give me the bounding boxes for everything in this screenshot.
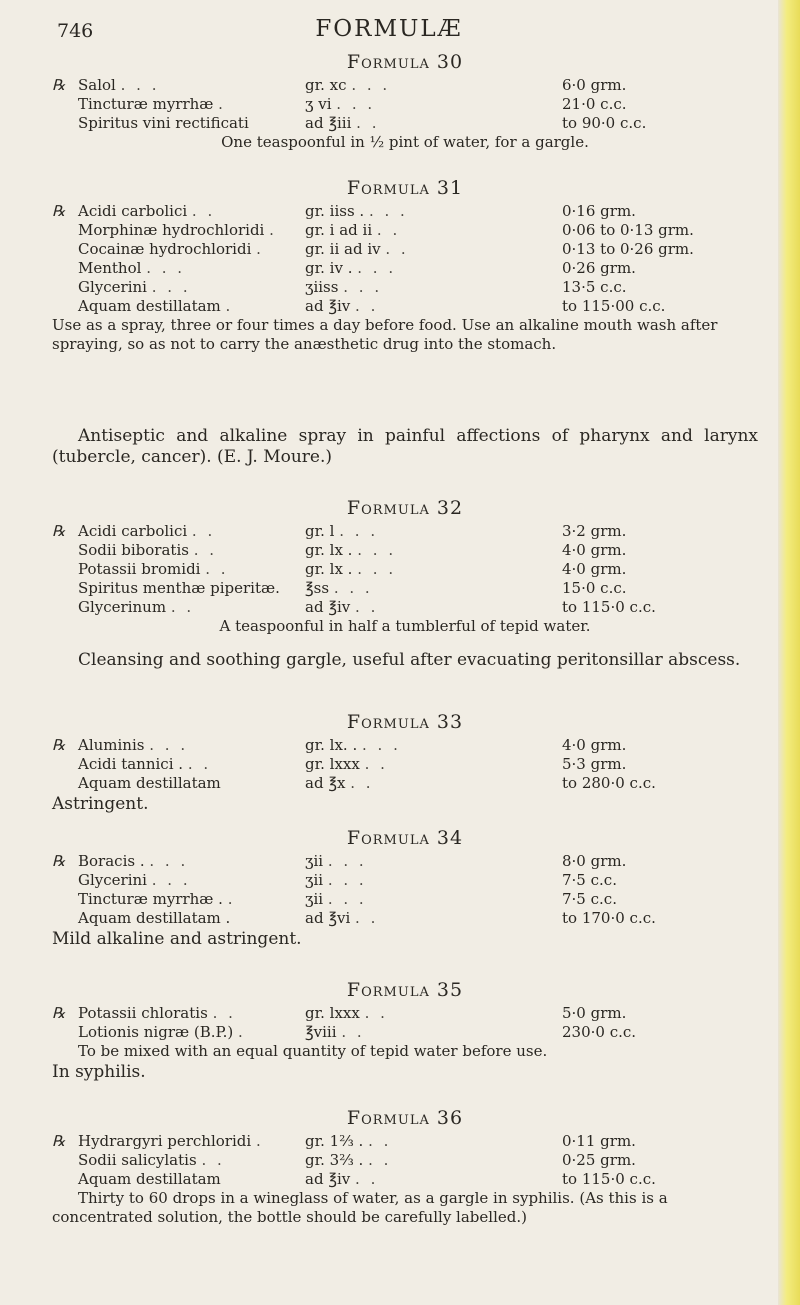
ingredient-name: Morphinæ hydrochloridi . bbox=[78, 221, 277, 239]
apothecary-quantity: gr. lxxx . . bbox=[305, 755, 388, 773]
formula-title: Formula 30 bbox=[346, 51, 464, 73]
metric-quantity: 7·5 c.c. bbox=[562, 871, 617, 889]
ingredient-name: Sodii salicylatis . . bbox=[78, 1151, 225, 1169]
formula-33 bbox=[52, 710, 758, 815]
paragraph-gargle-description: Cleansing and soothing gargle, useful after evacuating peritonsillar abscess. bbox=[78, 650, 741, 670]
ingredient-row bbox=[52, 736, 758, 755]
apothecary-quantity: ʒ vi . . . bbox=[305, 95, 376, 113]
apothecary-quantity: gr. lx. . . . . bbox=[305, 736, 401, 754]
ingredient-name: Glycerinum . . bbox=[78, 598, 195, 616]
ingredient-name: Spiritus vini rectificati bbox=[78, 114, 249, 132]
ingredient-name: Aquam destillatam bbox=[78, 1170, 221, 1188]
ingredient-name: Tincturæ myrrhæ . . bbox=[78, 890, 236, 908]
apothecary-quantity: ℥viii . . bbox=[305, 1023, 365, 1041]
recipe-symbol: ℞ bbox=[52, 1004, 66, 1022]
formula-31 bbox=[52, 176, 758, 354]
formula-30 bbox=[52, 50, 758, 152]
metric-quantity: 4·0 grm. bbox=[562, 560, 627, 578]
ingredient-name: Acidi tannici . . . bbox=[78, 755, 212, 773]
ingredient-row bbox=[52, 1004, 758, 1023]
page-number: 746 bbox=[57, 20, 94, 42]
ingredient-row bbox=[52, 95, 758, 114]
ingredient-row bbox=[52, 278, 758, 297]
ingredient-row bbox=[52, 1132, 758, 1151]
ingredient-row bbox=[52, 774, 758, 793]
ingredient-row bbox=[52, 1151, 758, 1170]
ingredient-row bbox=[52, 909, 758, 928]
ingredient-name: Hydrargyri perchloridi . bbox=[78, 1132, 264, 1150]
ingredient-name: Sodii biboratis . . bbox=[78, 541, 218, 559]
formula-title: Formula 31 bbox=[346, 177, 464, 199]
apothecary-quantity: ad ℥x . . bbox=[305, 774, 374, 792]
metric-quantity: 4·0 grm. bbox=[562, 736, 627, 754]
metric-quantity: 0·16 grm. bbox=[562, 202, 636, 220]
ingredient-name: Cocainæ hydrochloridi . bbox=[78, 240, 264, 258]
metric-quantity: 7·5 c.c. bbox=[562, 890, 617, 908]
metric-quantity: 6·0 grm. bbox=[562, 76, 627, 94]
ingredient-row bbox=[52, 259, 758, 278]
metric-quantity: 4·0 grm. bbox=[562, 541, 627, 559]
metric-quantity: 8·0 grm. bbox=[562, 852, 627, 870]
metric-quantity: 13·5 c.c. bbox=[562, 278, 627, 296]
formula-note: One teaspoonful in ½ pint of water, for a gargle. bbox=[221, 133, 589, 151]
metric-quantity: to 280·0 c.c. bbox=[562, 774, 656, 792]
apothecary-quantity: ad ℥iv . . bbox=[305, 1170, 379, 1188]
metric-quantity: 230·0 c.c. bbox=[562, 1023, 637, 1041]
formula-indication: Mild alkaline and astringent. bbox=[52, 929, 302, 949]
metric-quantity: 0·06 to 0·13 grm. bbox=[562, 221, 694, 239]
ingredient-name: Menthol . . . bbox=[78, 259, 186, 277]
metric-quantity: to 90·0 c.c. bbox=[562, 114, 647, 132]
formula-title: Formula 35 bbox=[346, 979, 464, 1001]
apothecary-quantity: ad ℥iii . . bbox=[305, 114, 380, 132]
ingredient-name: Salol . . . bbox=[78, 76, 160, 94]
metric-quantity: 0·11 grm. bbox=[562, 1132, 636, 1150]
page-edge bbox=[778, 0, 800, 1305]
apothecary-quantity: gr. l . . . bbox=[305, 522, 379, 540]
apothecary-quantity: ad ℥iv . . bbox=[305, 297, 379, 315]
apothecary-quantity: ad ℥iv . . bbox=[305, 598, 379, 616]
metric-quantity: 3·2 grm. bbox=[562, 522, 627, 540]
metric-quantity: 5·0 grm. bbox=[562, 1004, 627, 1022]
ingredient-row bbox=[52, 1023, 758, 1042]
ingredient-row bbox=[52, 76, 758, 95]
recipe-symbol: ℞ bbox=[52, 522, 66, 540]
paragraph-spray-description: Antiseptic and alkaline spray in painful affections of pharynx and larynx (tubercle, cancer). (E. J. Moure.) bbox=[52, 426, 758, 467]
recipe-symbol: ℞ bbox=[52, 76, 66, 94]
ingredient-row bbox=[52, 755, 758, 774]
metric-quantity: to 115·0 c.c. bbox=[562, 1170, 656, 1188]
metric-quantity: 0·26 grm. bbox=[562, 259, 636, 277]
ingredient-row bbox=[52, 240, 758, 259]
ingredient-name: Aluminis . . . bbox=[78, 736, 189, 754]
apothecary-quantity: gr. iiss . . . . bbox=[305, 202, 408, 220]
apothecary-quantity: gr. iv . . . . bbox=[305, 259, 397, 277]
recipe-symbol: ℞ bbox=[52, 202, 66, 220]
ingredient-name: Boracis . . . . bbox=[78, 852, 189, 870]
ingredient-name: Aquam destillatam bbox=[78, 774, 221, 792]
formula-title: Formula 34 bbox=[346, 827, 464, 849]
apothecary-quantity: ʒiiss . . . bbox=[305, 278, 383, 296]
recipe-symbol: ℞ bbox=[52, 852, 66, 870]
ingredient-name: Acidi carbolici . . bbox=[78, 202, 216, 220]
ingredient-row bbox=[52, 522, 758, 541]
ingredient-row bbox=[52, 1170, 758, 1189]
formula-34 bbox=[52, 826, 758, 950]
metric-quantity: 21·0 c.c. bbox=[562, 95, 627, 113]
formula-35 bbox=[52, 978, 758, 1083]
ingredient-row bbox=[52, 890, 758, 909]
ingredient-name: Aquam destillatam . bbox=[78, 297, 234, 315]
ingredient-row bbox=[52, 852, 758, 871]
metric-quantity: 15·0 c.c. bbox=[562, 579, 627, 597]
apothecary-quantity: ad ℥vi . . bbox=[305, 909, 379, 927]
recipe-symbol: ℞ bbox=[52, 1132, 66, 1150]
apothecary-quantity: ʒii . . . bbox=[305, 871, 367, 889]
metric-quantity: to 115·00 c.c. bbox=[562, 297, 666, 315]
apothecary-quantity: ℥ss . . . bbox=[305, 579, 373, 597]
ingredient-name: Glycerini . . . bbox=[78, 871, 191, 889]
apothecary-quantity: ʒii . . . bbox=[305, 890, 367, 908]
ingredient-name: Potassii bromidi . . bbox=[78, 560, 229, 578]
apothecary-quantity: gr. xc . . . bbox=[305, 76, 391, 94]
metric-quantity: to 115·0 c.c. bbox=[562, 598, 656, 616]
formula-note: A teaspoonful in half a tumblerful of tepid water. bbox=[219, 617, 591, 635]
formula-note: Thirty to 60 drops in a wineglass of water, as a gargle in syphilis. (As this is a concentrated solution, the bottle should be carefully labelled.) bbox=[52, 1189, 668, 1226]
metric-quantity: 0·25 grm. bbox=[562, 1151, 636, 1169]
ingredient-row bbox=[52, 598, 758, 617]
running-title: FORMULÆ bbox=[315, 16, 463, 42]
ingredient-name: Lotionis nigræ (B.P.) . bbox=[78, 1023, 246, 1041]
metric-quantity: to 170·0 c.c. bbox=[562, 909, 656, 927]
formula-note: Use as a spray, three or four times a day before food. Use an alkaline mouth wash after spraying, so as not to carry the anæsthetic drug into the stomach. bbox=[52, 316, 718, 353]
formula-32 bbox=[52, 496, 758, 636]
formula-36 bbox=[52, 1106, 758, 1227]
ingredient-name: Acidi carbolici . . bbox=[78, 522, 216, 540]
apothecary-quantity: gr. lx . . . . bbox=[305, 560, 397, 578]
ingredient-row bbox=[52, 221, 758, 240]
formula-title: Formula 32 bbox=[346, 497, 464, 519]
ingredient-row bbox=[52, 202, 758, 221]
apothecary-quantity: ʒii . . . bbox=[305, 852, 367, 870]
metric-quantity: 0·13 to 0·26 grm. bbox=[562, 240, 694, 258]
ingredient-row bbox=[52, 871, 758, 890]
formula-title: Formula 33 bbox=[346, 711, 464, 733]
ingredient-name: Aquam destillatam . bbox=[78, 909, 231, 927]
ingredient-name: Spiritus menthæ piperitæ. bbox=[78, 579, 280, 597]
ingredient-row bbox=[52, 560, 758, 579]
ingredient-name: Glycerini . . . bbox=[78, 278, 191, 296]
formula-note: To be mixed with an equal quantity of tepid water before use. bbox=[78, 1042, 548, 1060]
apothecary-quantity: gr. 3⅔ . . . bbox=[305, 1151, 392, 1169]
apothecary-quantity: gr. i ad ii . . bbox=[305, 221, 401, 239]
metric-quantity: 5·3 grm. bbox=[562, 755, 627, 773]
apothecary-quantity: gr. 1⅔ . . . bbox=[305, 1132, 392, 1150]
ingredient-row bbox=[52, 579, 758, 598]
formula-indication: Astringent. bbox=[52, 794, 149, 814]
apothecary-quantity: gr. lx . . . . bbox=[305, 541, 397, 559]
formula-indication: In syphilis. bbox=[52, 1062, 146, 1082]
apothecary-quantity: gr. lxxx . . bbox=[305, 1004, 388, 1022]
ingredient-name: Potassii chloratis . . bbox=[78, 1004, 236, 1022]
ingredient-row bbox=[52, 114, 758, 133]
apothecary-quantity: gr. ii ad iv . . bbox=[305, 240, 409, 258]
ingredient-row bbox=[52, 297, 758, 316]
recipe-symbol: ℞ bbox=[52, 736, 66, 754]
page-header bbox=[0, 12, 778, 46]
ingredient-name: Tincturæ myrrhæ . bbox=[78, 95, 226, 113]
ingredient-row bbox=[52, 541, 758, 560]
formula-title: Formula 36 bbox=[346, 1107, 464, 1129]
